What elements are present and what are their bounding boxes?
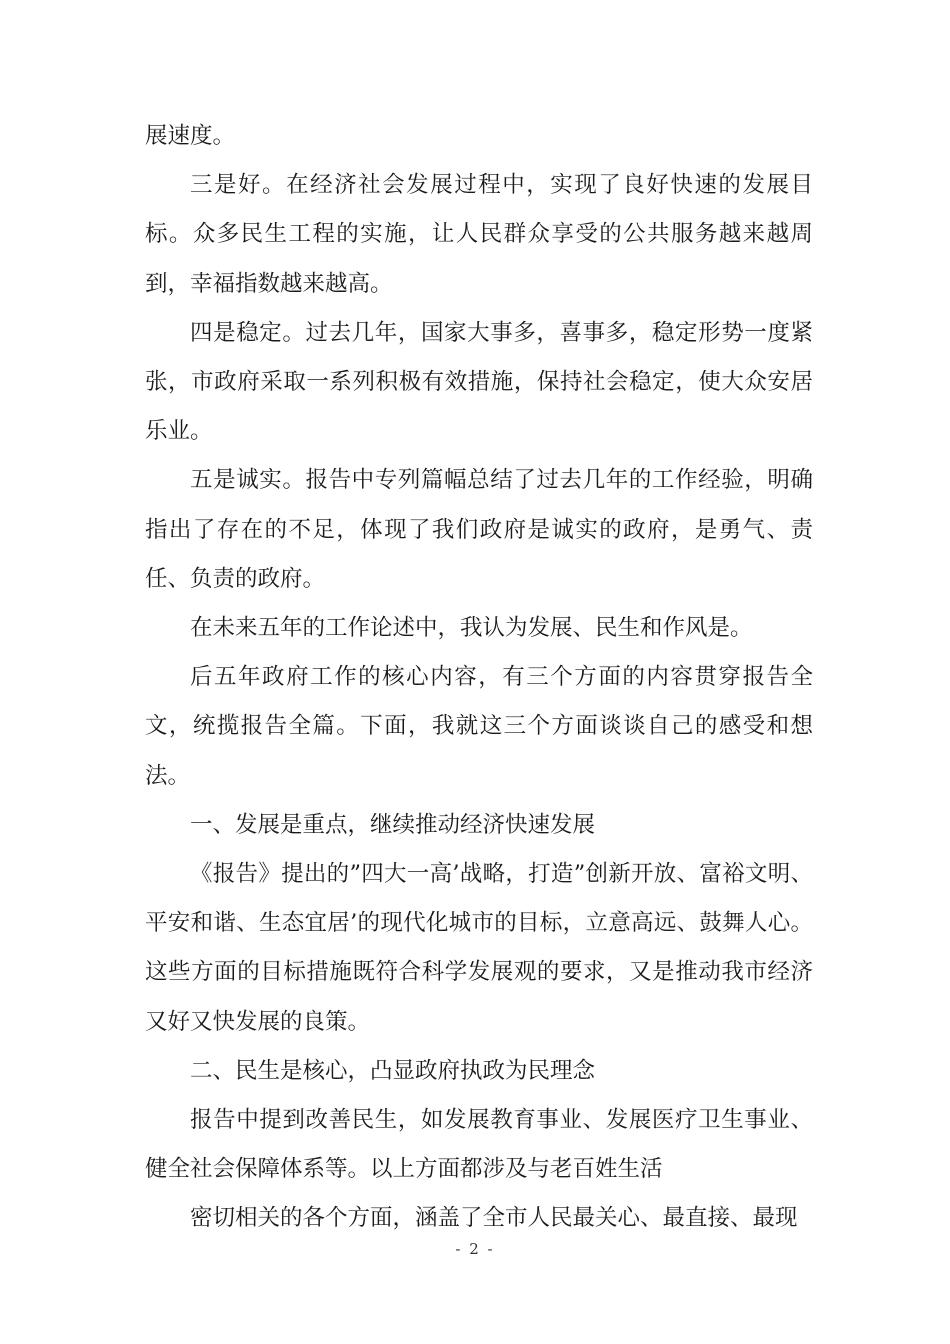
paragraph: 报告中提到改善民生，如发展教育事业、发展医疗卫生事业、健全社会保障体系等。以上方面都涉及与老百姓生活 xyxy=(145,1107,813,1183)
paragraph: 《报告》提出的”四大一高’战略，打造”创新开放、富裕文明、平安和谐、生态宜居’的现代化城市的目标，立意高远、鼓舞人心。这些方面的目标措施既符合科学发展观的要求，又是推动我市经济又好又快发展的良策。 xyxy=(145,861,813,1035)
document-body xyxy=(145,112,813,1244)
page-number: - 2 - xyxy=(455,1240,495,1258)
paragraph: 在未来五年的工作论述中，我认为发展、民生和作风是。 xyxy=(190,615,753,642)
paragraph: 展速度。 xyxy=(145,123,236,149)
paragraph: 五是诚实。报告中专列篇幅总结了过去几年的工作经验，明确指出了存在的不足，体现了我们政府是诚实的政府，是勇气、责任、负责的政府。 xyxy=(145,467,813,592)
paragraph: 后五年政府工作的核心内容，有三个方面的内容贯穿报告全文，统揽报告全篇。下面，我就这三个方面谈谈自己的感受和想法。 xyxy=(145,664,813,789)
paragraph: 四是稳定。过去几年，国家大事多，喜事多，稳定形势一度紧张，市政府采取一系列积极有效措施，保持社会稳定，使大众安居乐业。 xyxy=(145,319,813,445)
paragraph: 密切相关的各个方面，涵盖了全市人民最关心、最直接、最现 xyxy=(190,1205,798,1232)
section-heading: 二、民生是核心，凸显政府执政为民理念 xyxy=(190,1057,596,1084)
paragraph: 三是好。在经济社会发展过程中，实现了良好快速的发展目标。众多民生工程的实施，让人民群众享受的公共服务越来越周到，幸福指数越来越高。 xyxy=(145,172,813,297)
section-heading: 一、发展是重点，继续推动经济快速发展 xyxy=(190,811,596,838)
